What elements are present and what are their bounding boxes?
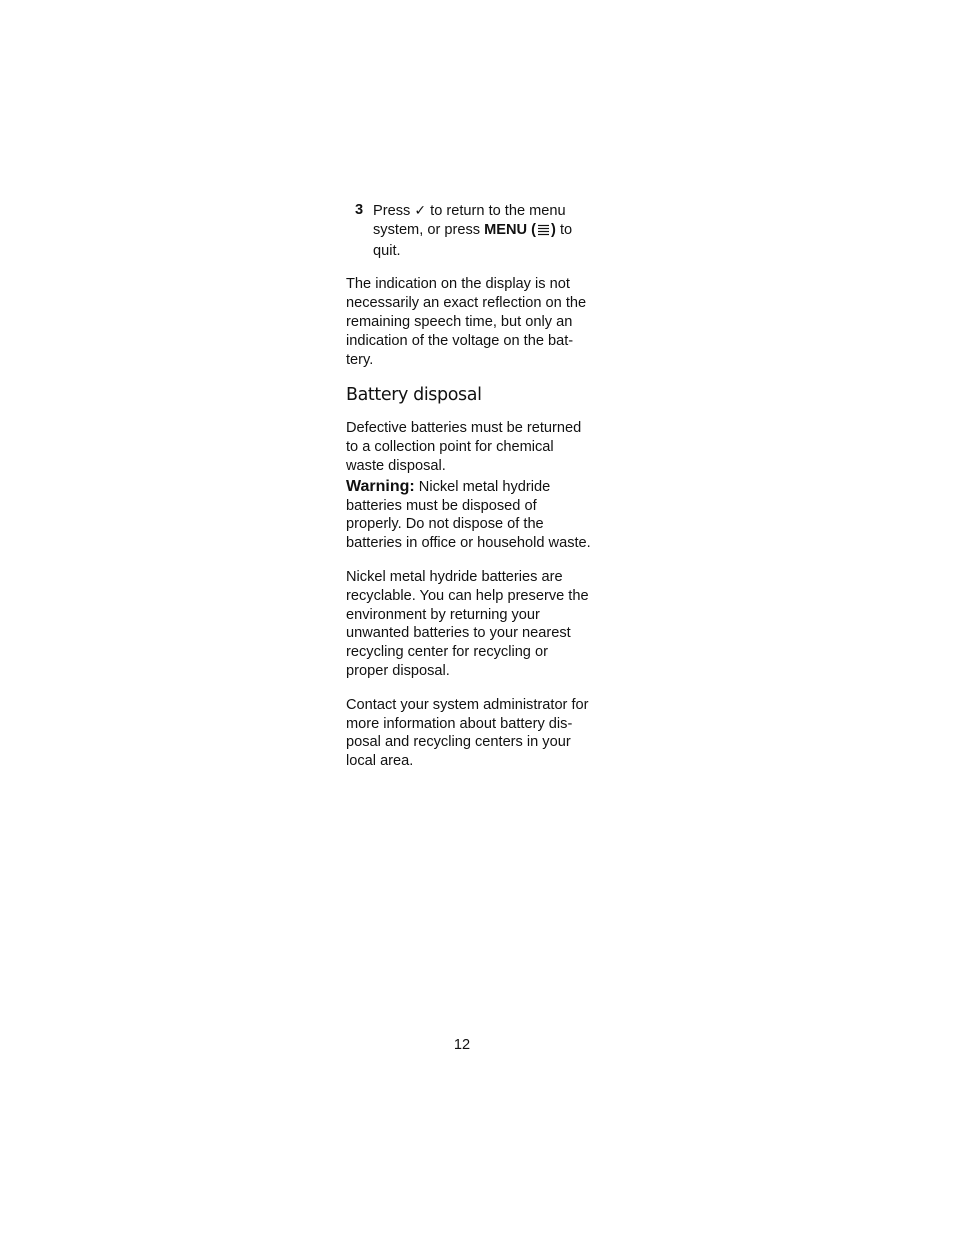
paragraph-line: tery. [346,351,374,368]
step-number: 3 [355,202,364,218]
paragraph-line: The indication on the display is not [346,276,570,293]
press-menu-text: system, or press [373,221,481,238]
paragraph-line: necessarily an exact reflection on the [346,295,587,312]
warning-paragraph [346,478,614,553]
step-line-3: quit. [373,242,401,259]
check-icon: ✓ [414,202,427,218]
menu-key-label: MENU ( [484,221,536,238]
page-number: 12 [453,1037,471,1053]
paragraph-line: to a collection point for chemical [346,439,554,456]
paragraph-line: Contact your system administrator for [346,696,589,713]
paragraph-line: Defective batteries must be returned [346,420,582,437]
paragraph-line: batteries must be disposed of [346,497,537,514]
paragraph-line: more information about battery dis- [346,715,573,732]
paragraph-line: Nickel metal hydride batteries are [346,568,563,585]
paragraph-line: waste disposal. [346,457,446,474]
warning-first-line [346,478,614,497]
after-check-text: to return to the menu [430,203,566,219]
recycle-paragraph [346,568,614,681]
paragraph-line: remaining speech time, but only an [346,313,573,330]
warning-label: Warning: [346,477,415,495]
section-heading-battery-disposal: Battery disposal [346,385,482,406]
defective-paragraph [346,419,614,475]
menu-key-close: ) [551,221,556,238]
step-line-2 [373,221,614,242]
press-word: Press [373,203,411,219]
paragraph-line: recyclable. You can help preserve the [346,587,589,604]
step-text [373,201,614,260]
indication-paragraph [346,275,614,369]
paragraph-line: local area. [346,753,414,770]
paragraph-line: properly. Do not dispose of the [346,516,544,533]
paragraph-line: posal and recycling centers in your [346,734,571,751]
paragraph-line: indication of the voltage on the bat- [346,332,574,349]
menu-key [484,222,556,238]
paragraph-line: recycling center for recycling or [346,644,548,661]
menu-icon [537,223,550,242]
content-column [346,201,614,786]
to-word: to [559,221,573,238]
step-line-1 [373,201,614,221]
paragraph-line: unwanted batteries to your nearest [346,625,571,642]
step-3 [355,201,614,260]
paragraph-line: proper disposal. [346,662,450,679]
contact-paragraph [346,696,614,771]
paragraph-line: environment by returning your [346,606,540,623]
warning-first-line-text: Nickel metal hydride [418,478,551,495]
paragraph-line: batteries in office or household waste. [346,535,591,552]
